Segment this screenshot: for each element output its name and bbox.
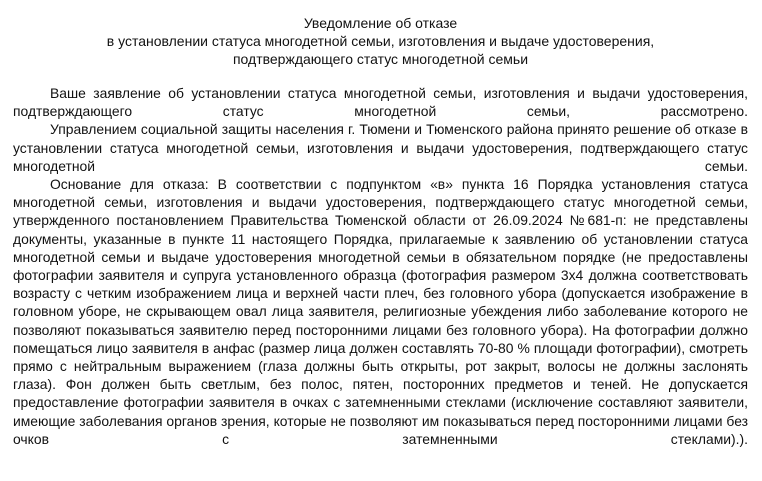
document-body: [13, 84, 748, 448]
paragraph-refusal-reason: Основание для отказа: В соответствии с подпунктом «в» пункта 16 Порядка установления статуса многодетной семьи, изготовления и выдачи удостоверения, подтверждающего статус многодетной семьи, утвержденного постановлением Правительства Тюменской области от 26.09.2024 №681-п: не представлены документы, указанные в пункте 11 настоящего Порядка, прилагаемые к заявлению об установлении статуса многодетной семьи и выдаче удостоверения многодетной семьи в обязательном порядке (не предоставлены фотографии заявителя и супруга установленного образца (фотография размером 3х4 должна соответствовать возрасту с четким изображением лица и верхней части плеч, без головного убора (допускается изображение в головном уборе, не скрывающем овал лица заявителя, религиозные убеждения либо заболевание которого не позволяют показываться заявителю перед посторонними лицами без головного убора). На фотографии должно помещаться лицо заявителя в анфас (размер лица должен составлять 70-80 % площади фотографии), смотреть прямо с нейтральным выражением (глаза должны быть открыты, рот закрыт, волосы не должны заслонять глаза). Фон должен быть светлым, без полос, пятен, посторонних предметов и теней. Не допускается предоставление фотографии заявителя в очках с затемненными стеклами (исключение составляют заявители, имеющие заболевания органов зрения, которые не позволяют им показываться перед посторонними лицами без очков с затемненными стеклами).).: [13, 176, 748, 447]
paragraph-decision: Управлением социальной защиты населения г. Тюмени и Тюменского района принято решение об отказе в установлении статуса многодетной семьи, изготовления и выдачи удостоверения, подтверждающего статус многодетной семьи.: [13, 121, 748, 174]
document-title: [13, 14, 748, 68]
paragraph-application-reviewed: Ваше заявление об установлении статуса многодетной семьи, изготовления и выдачи удостоверения, подтверждающего статус многодетной семьи, рассмотрено.: [13, 85, 748, 120]
title-line-1: Уведомление об отказе: [303, 15, 458, 31]
title-line-2: в установлении статуса многодетной семьи, изготовления и выдаче удостоверения,: [106, 33, 655, 49]
title-line-3: подтверждающего статус многодетной семьи: [232, 51, 529, 67]
